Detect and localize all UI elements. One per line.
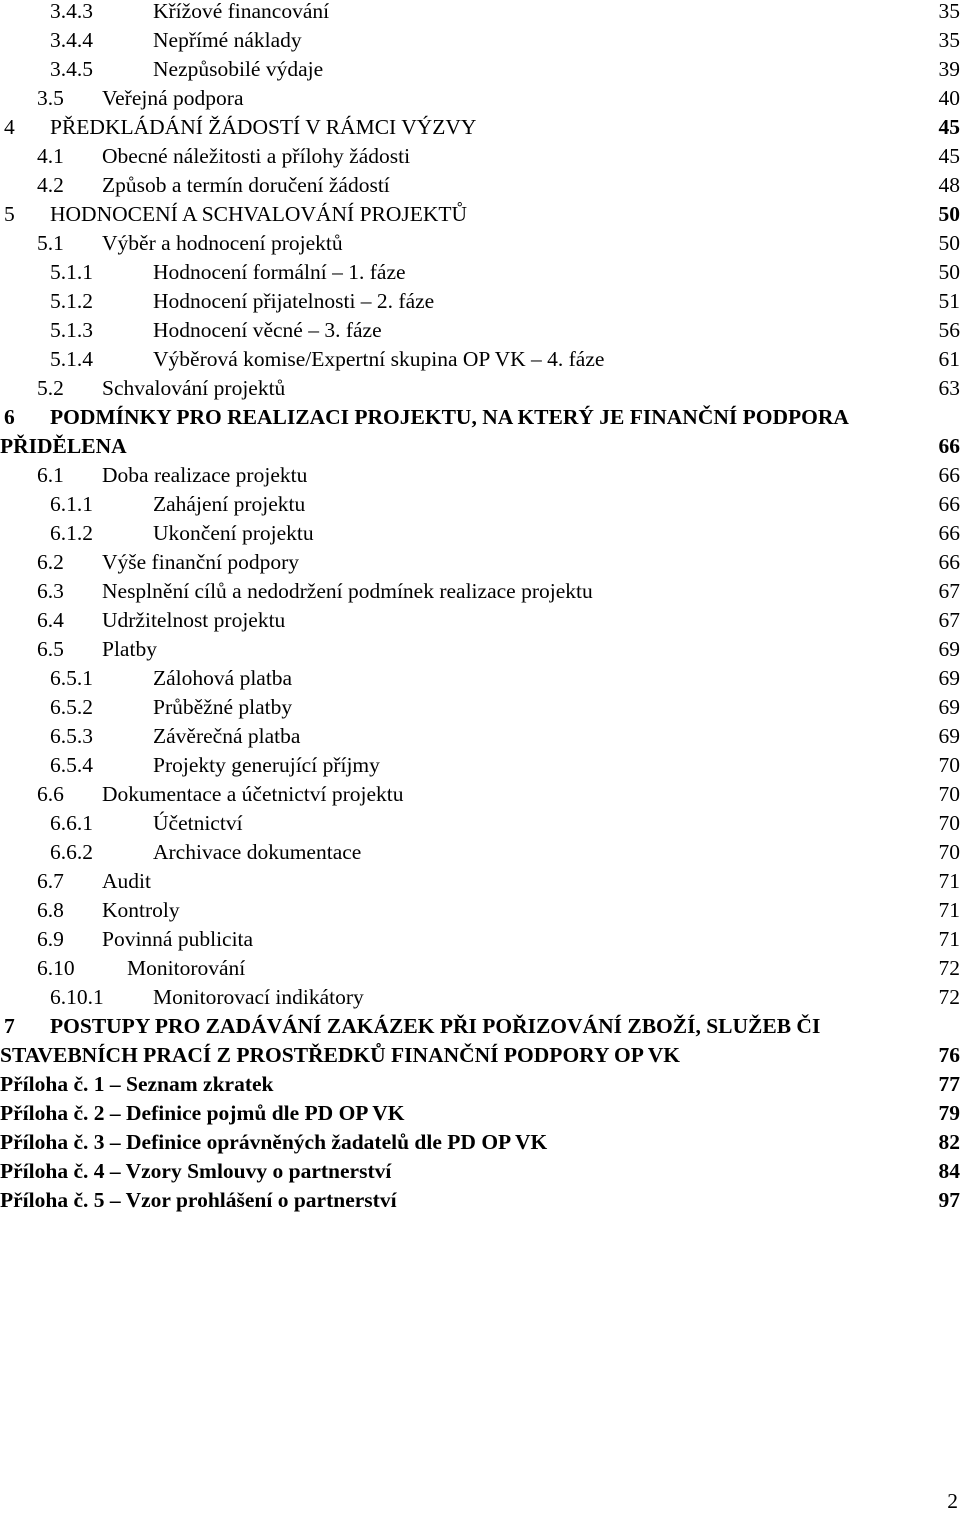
toc-entry[interactable] [0,954,960,983]
toc-entry-title: PODMÍNKY PRO REALIZACI PROJEKTU, NA KTERÝ JE FINANČNÍ PODPORA PŘIDĚLENA [0,405,848,458]
toc-entry-number: 6.6.1 [50,811,93,835]
toc-entry-page: 35 [938,28,960,52]
toc-entry-page: 97 [938,1188,960,1212]
toc-entry-number: 6.3 [37,579,64,603]
toc-entry-number: 5 [4,202,15,226]
toc-entry-page: 51 [938,289,960,313]
toc-entry-page: 35 [938,0,960,23]
toc-entry-number: 5.2 [37,376,64,400]
toc-entry-title: Příloha č. 4 – Vzory Smlouvy o partnerství [0,1159,392,1183]
toc-entry[interactable] [0,461,960,490]
toc-entry-title: Doba realizace projektu [102,463,308,487]
toc-entry-title: Průběžné platby [153,695,293,719]
toc-entry-page: 69 [938,695,960,719]
toc-entry-page: 70 [938,840,960,864]
toc-entry-number: 6.10.1 [50,985,104,1009]
toc-entry[interactable] [0,26,960,55]
toc-entry[interactable] [0,896,960,925]
toc-entry-title: Nesplnění cílů a nedodržení podmínek realizace projektu [102,579,593,603]
toc-entry[interactable] [0,751,960,780]
toc-entry-number: 6.5.2 [50,695,93,719]
toc-entry-title: HODNOCENÍ A SCHVALOVÁNÍ PROJEKTŮ [50,202,468,226]
toc-entry-title: Závěrečná platba [153,724,301,748]
toc-entry-title: Udržitelnost projektu [102,608,286,632]
toc-entry-page: 71 [938,898,960,922]
toc-entry-title: Příloha č. 5 – Vzor prohlášení o partnerství [0,1188,397,1212]
toc-entry[interactable] [0,809,960,838]
toc-entry-number: 5.1.1 [50,260,93,284]
toc-entry-number: 5.1.2 [50,289,93,313]
toc-entry-title: POSTUPY PRO ZADÁVÁNÍ ZAKÁZEK PŘI POŘIZOVÁNÍ ZBOŽÍ, SLUŽEB ČI STAVEBNÍCH PRACÍ Z PROSTŘEDKŮ FINANČNÍ PODPORY OP VK [0,1014,821,1067]
toc-entry-appendix[interactable] [0,1070,960,1099]
toc-entry-number: 6.9 [37,927,64,951]
toc-entry-page: 70 [938,753,960,777]
toc-entry-number: 6.1.2 [50,521,93,545]
toc-entry-number: 5.1.4 [50,347,93,371]
toc-entry[interactable] [0,345,960,374]
toc-entry-page: 77 [938,1072,960,1096]
toc-entry-title: Ukončení projektu [153,521,314,545]
toc-entry[interactable] [0,664,960,693]
toc-entry-page: 69 [938,724,960,748]
toc-entry-title: Křížové financování [153,0,330,23]
toc-entry-page: 56 [938,318,960,342]
toc-entry-title: Obecné náležitosti a přílohy žádosti [102,144,411,168]
toc-entry-page: 69 [938,637,960,661]
toc-entry[interactable] [0,403,960,461]
toc-entry-page: 66 [938,550,960,574]
toc-entry-title: Veřejná podpora [102,86,244,110]
toc-entry-title: Výběrová komise/Expertní skupina OP VK – 4. fáze [153,347,605,371]
toc-entry-title: Archivace dokumentace [153,840,362,864]
toc-entry-number: 4.2 [37,173,64,197]
toc-entry[interactable] [0,983,960,1012]
toc-entry-number: 6.8 [37,898,64,922]
toc-entry[interactable] [0,316,960,345]
toc-entry[interactable] [0,635,960,664]
toc-entry[interactable] [0,722,960,751]
toc-entry-title: Povinná publicita [102,927,254,951]
toc-entry-page: 45 [938,115,960,139]
toc-entry-number: 5.1 [37,231,64,255]
toc-entry-title: Výběr a hodnocení projektů [102,231,343,255]
toc-entry-number: 6.2 [37,550,64,574]
toc-entry-page: 50 [938,260,960,284]
toc-entry-title: Příloha č. 1 – Seznam zkratek [0,1072,274,1096]
toc-entry-page: 67 [938,608,960,632]
toc-entry-page: 66 [938,521,960,545]
toc-entry-title: Projekty generující příjmy [153,753,380,777]
toc-entry-number: 5.1.3 [50,318,93,342]
toc-entry-number: 6.10 [37,956,75,980]
toc-entry-title: Příloha č. 3 – Definice oprávněných žadatelů dle PD OP VK [0,1130,548,1154]
toc-entry[interactable] [0,925,960,954]
toc-entry[interactable] [0,490,960,519]
toc-entry-number: 6 [4,405,15,429]
toc-entry-title: Platby [102,637,157,661]
toc-entry[interactable] [0,693,960,722]
toc-entry-page: 76 [938,1043,960,1067]
toc-entry-page: 39 [938,57,960,81]
toc-entry-number: 3.4.4 [50,28,93,52]
toc-entry[interactable] [0,780,960,809]
toc-entry-number: 3.4.3 [50,0,93,23]
toc-entry-page: 72 [938,985,960,1009]
toc-entry[interactable] [0,606,960,635]
toc-entry-page: 71 [938,869,960,893]
toc-entry[interactable] [0,838,960,867]
toc-entry-page: 45 [938,144,960,168]
toc-entry-title: PŘEDKLÁDÁNÍ ŽÁDOSTÍ V RÁMCI VÝZVY [50,115,477,139]
toc-entry-number: 6.4 [37,608,64,632]
toc-entry[interactable] [0,867,960,896]
toc-entry-number: 4.1 [37,144,64,168]
toc-entry-page: 50 [938,202,960,226]
toc-entry-number: 3.4.5 [50,57,93,81]
toc-entry-page: 71 [938,927,960,951]
toc-entry-page: 70 [938,811,960,835]
toc-entry-number: 6.5.1 [50,666,93,690]
toc-entry[interactable] [0,0,960,26]
toc-entry[interactable] [0,55,960,84]
toc-entry-title: Audit [102,869,151,893]
toc-entry-page: 79 [938,1101,960,1125]
toc-entry-page: 61 [938,347,960,371]
toc-entry-page: 69 [938,666,960,690]
toc-entry-page: 70 [938,782,960,806]
toc-entry-title: Výše finanční podpory [102,550,300,574]
toc-entry[interactable] [0,519,960,548]
toc-entry[interactable] [0,113,960,142]
toc-entry-number: 4 [4,115,15,139]
toc-entry-page: 40 [938,86,960,110]
toc-entry-title: Monitorovací indikátory [153,985,364,1009]
toc-entry-title: Způsob a termín doručení žádostí [102,173,390,197]
toc-entry-appendix[interactable] [0,1099,960,1128]
toc-entry[interactable] [0,142,960,171]
toc-entry-title: Kontroly [102,898,180,922]
toc-entry-title: Dokumentace a účetnictví projektu [102,782,404,806]
toc-entry[interactable] [0,258,960,287]
toc-entry-page: 66 [938,463,960,487]
toc-entry[interactable] [0,200,960,229]
toc-entry-page: 66 [938,434,960,458]
toc-entry-appendix[interactable] [0,1186,960,1215]
toc-entry-number: 6.5.4 [50,753,93,777]
toc-entry-page: 84 [938,1159,960,1183]
toc-entry[interactable] [0,171,960,200]
toc-entry-title: Příloha č. 2 – Definice pojmů dle PD OP VK [0,1101,405,1125]
toc-entry-number: 3.5 [37,86,64,110]
toc-entry-number: 6.1.1 [50,492,93,516]
toc-entry-number: 6.6.2 [50,840,93,864]
toc-entry-title: Hodnocení formální – 1. fáze [153,260,406,284]
toc-entry-number: 7 [4,1014,15,1038]
toc-entry[interactable] [0,548,960,577]
toc-entry-page: 66 [938,492,960,516]
toc-entry[interactable] [0,287,960,316]
toc-entry-page: 48 [938,173,960,197]
toc-entry-title: Schvalování projektů [102,376,286,400]
toc-entry-number: 6.5.3 [50,724,93,748]
toc-entry-page: 82 [938,1130,960,1154]
toc-entry[interactable] [0,84,960,113]
toc-entry-number: 6.6 [37,782,64,806]
toc-entry-number: 6.1 [37,463,64,487]
toc-entry-page: 72 [938,956,960,980]
toc-entry-number: 6.7 [37,869,64,893]
toc-entry-title: Zálohová platba [153,666,293,690]
toc-entry[interactable] [0,1012,960,1070]
toc-entry-title: Hodnocení věcné – 3. fáze [153,318,382,342]
toc-entry[interactable] [0,374,960,403]
toc-entry-title: Účetnictví [153,811,243,835]
toc-entry-title: Nepřímé náklady [153,28,302,52]
toc-entry-page: 63 [938,376,960,400]
toc-entry-number: 6.5 [37,637,64,661]
toc-entry-page: 50 [938,231,960,255]
toc-entry-title: Hodnocení přijatelnosti – 2. fáze [153,289,435,313]
toc-entry-title: Zahájení projektu [153,492,306,516]
toc-entry-title: Nezpůsobilé výdaje [153,57,324,81]
toc-entry[interactable] [0,577,960,606]
toc-entry[interactable] [0,229,960,258]
page-number: 2 [947,1489,958,1513]
toc-entry-appendix[interactable] [0,1157,960,1186]
toc-entry-appendix[interactable] [0,1128,960,1157]
toc-entry-page: 67 [938,579,960,603]
toc-entry-title: Monitorování [127,956,246,980]
